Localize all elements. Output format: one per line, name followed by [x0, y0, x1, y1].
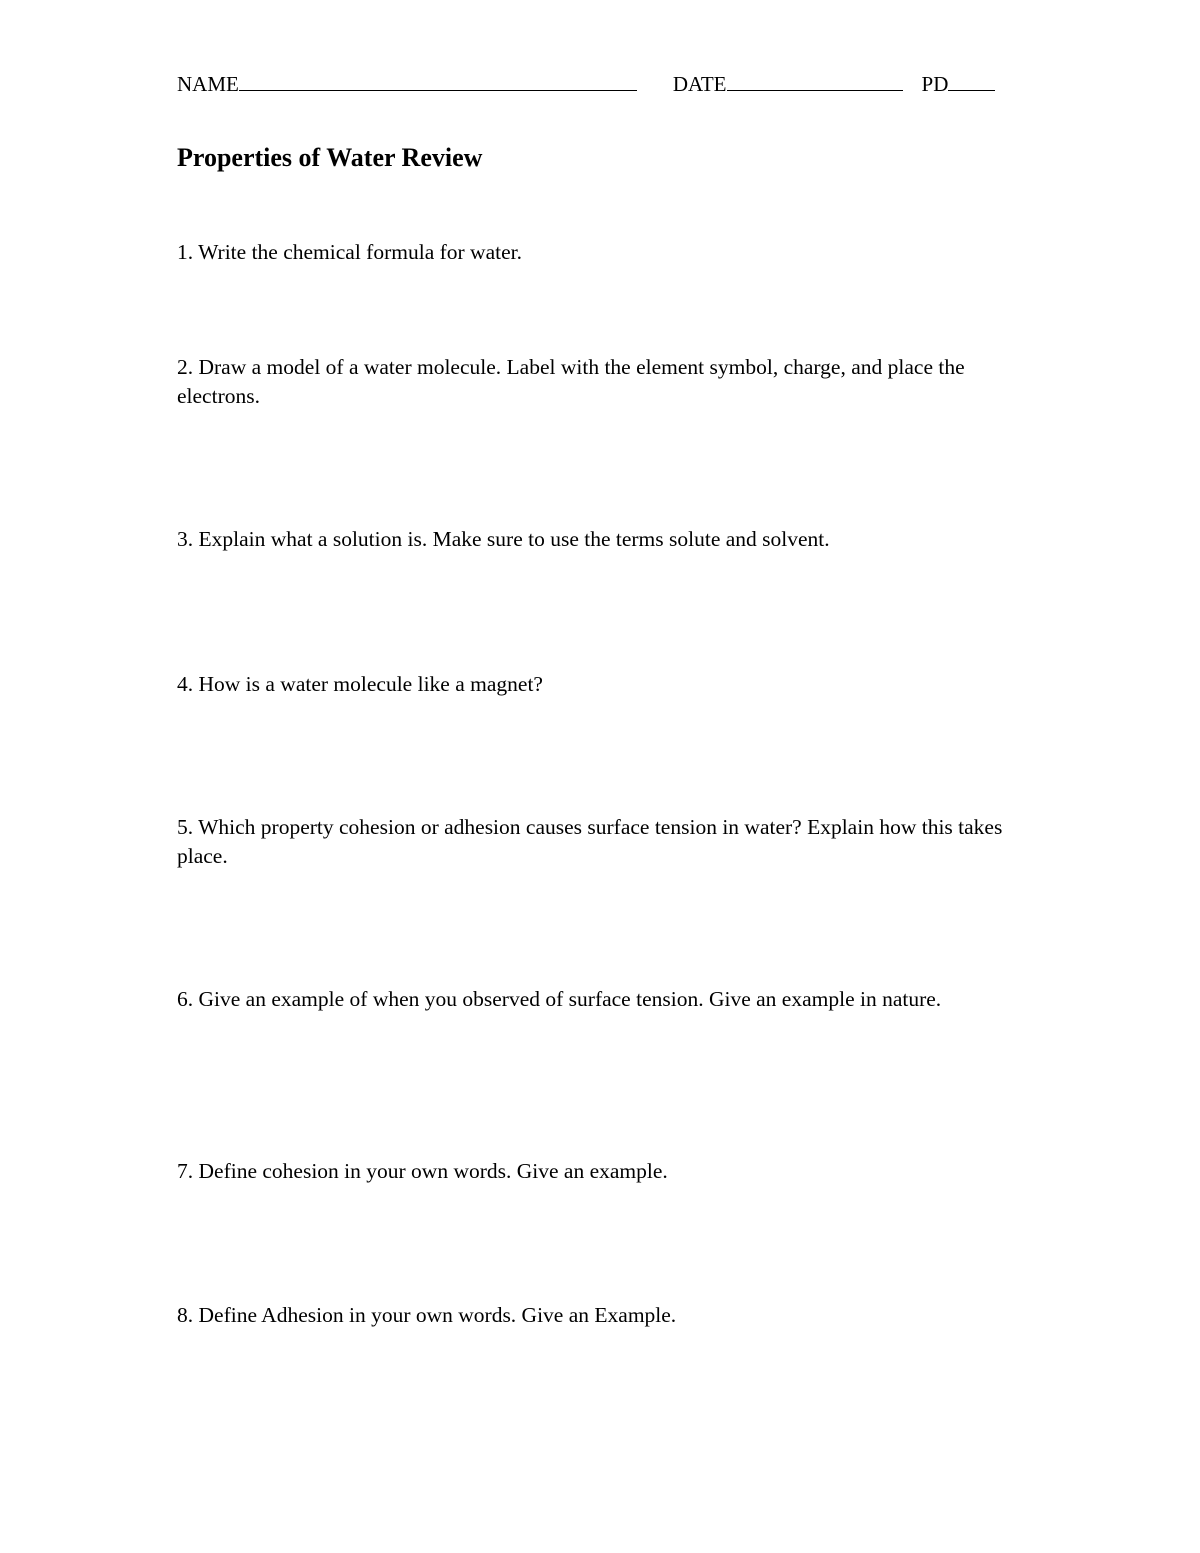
name-blank[interactable] [239, 89, 637, 91]
question-3 [177, 525, 1007, 554]
question-text: Define Adhesion in your own words. Give an Example. [198, 1303, 677, 1327]
question-text: How is a water molecule like a magnet? [198, 672, 543, 696]
question-2 [177, 353, 1007, 411]
question-number: 6. [177, 987, 194, 1011]
question-8 [177, 1301, 1007, 1330]
question-text: Define cohesion in your own words. Give an example. [198, 1159, 668, 1183]
period-blank[interactable] [948, 89, 995, 91]
question-5 [177, 813, 1007, 871]
period-label: PD [921, 72, 949, 96]
worksheet-title: Properties of Water Review [177, 143, 483, 172]
question-number: 4. [177, 672, 194, 696]
question-6 [177, 985, 1007, 1014]
question-number: 5. [177, 815, 194, 839]
date-label: DATE [672, 72, 727, 96]
date-blank[interactable] [727, 89, 903, 91]
question-7 [177, 1157, 1007, 1186]
question-number: 7. [177, 1159, 194, 1183]
question-4 [177, 670, 1007, 699]
question-text: Explain what a solution is. Make sure to use the terms solute and solvent. [198, 527, 830, 551]
question-number: 8. [177, 1303, 194, 1327]
name-label: NAME [177, 72, 239, 96]
student-info-header [177, 72, 995, 97]
question-text: Write the chemical formula for water. [193, 240, 522, 264]
question-number: 1. [177, 240, 194, 264]
question-text: Which property cohesion or adhesion causes surface tension in water? Explain how this takes place. [177, 815, 1003, 868]
question-1 [177, 238, 1007, 267]
question-text: Give an example of when you observed of surface tension. Give an example in nature. [198, 987, 942, 1011]
question-number: 2. [177, 355, 194, 379]
question-number: 3. [177, 527, 194, 551]
question-text: Draw a model of a water molecule. Label with the element symbol, charge, and place the electrons. [177, 355, 965, 408]
